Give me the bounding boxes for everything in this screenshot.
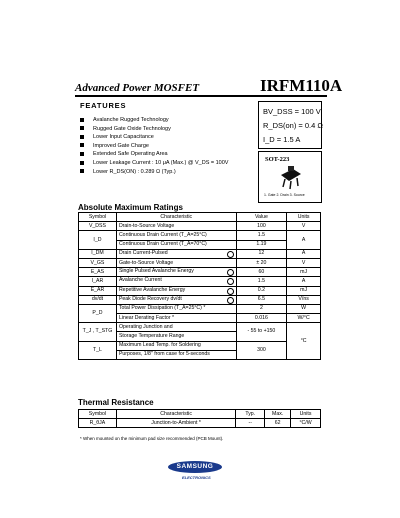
samsung-logo: SAMSUNG xyxy=(168,461,222,473)
feature-item: Lower Leakage Current : 10 μA (Max.) @ V_DS = 100V xyxy=(80,159,228,168)
part-number-title: IRFM110A xyxy=(260,76,343,95)
table-row: I_DM Drain Current-Pulsed 12 A xyxy=(79,249,321,258)
table-header-row xyxy=(79,213,321,222)
spec-rds: R_DS(on) = 0.4 Ω xyxy=(263,121,324,130)
note-2-icon xyxy=(227,269,234,276)
col-header: Max. xyxy=(265,410,291,419)
table-row: V_GS Gate-to-Source Voltage ± 20 V xyxy=(79,258,321,267)
table-row: Purposes, 1/8" from case for 5-seconds xyxy=(79,350,321,359)
col-header: Typ. xyxy=(236,410,265,419)
footnote: * When mounted on the minimum pad size recommended (PCB Mount). xyxy=(80,436,224,441)
col-header: Units xyxy=(287,213,321,222)
col-header: Symbol xyxy=(79,213,117,222)
bullet-icon xyxy=(80,169,84,173)
table-row: dv/dt Peak Diode Recovery dv/dt 6.5 V/ns xyxy=(79,295,321,304)
note-3-icon xyxy=(227,297,234,304)
table-row: Storage Temperature Range xyxy=(79,332,321,341)
header-subtitle: Advanced Power MOSFET xyxy=(75,82,200,94)
col-header: Units xyxy=(291,410,321,419)
table-row: T_J , T_STG Operating Junction and - 55 to +150 °C xyxy=(79,323,321,332)
thermal-title: Thermal Resistance xyxy=(78,398,154,407)
note-1-icon xyxy=(227,288,234,295)
feature-item: Rugged Gate Oxide Technology xyxy=(80,125,228,134)
package-image xyxy=(279,165,303,191)
feature-item: Extended Safe Operating Area xyxy=(80,150,228,159)
bullet-icon xyxy=(80,152,84,156)
bullet-icon xyxy=(80,143,84,147)
key-specs-box xyxy=(258,101,322,149)
abs-max-title: Absolute Maximum Ratings xyxy=(78,203,183,212)
package-pin-caption: 1. Gate 2. Drain 3. Source xyxy=(264,193,305,197)
features-title: FEATURES xyxy=(80,101,127,110)
table-row: I_D Continuous Drain Current (T_A=25°C) 1.5 A xyxy=(79,231,321,240)
table-row: I_AR Avalanche Current 1.5 A xyxy=(79,277,321,286)
table-row: V_DSS Drain-to-Source Voltage 100 V xyxy=(79,222,321,231)
feature-item: Lower R_DS(ON) : 0.289 Ω (Typ.) xyxy=(80,168,228,177)
spec-id: I_D = 1.5 A xyxy=(263,135,301,144)
table-row: P_D Total Power Dissipation (T_A=25°C) * 2 W xyxy=(79,304,321,313)
col-header: Characteristic xyxy=(116,410,235,419)
note-1-icon xyxy=(227,251,234,258)
feature-item: Avalanche Rugged Technology xyxy=(80,116,228,125)
col-header: Value xyxy=(236,213,287,222)
note-1-icon xyxy=(227,278,234,285)
table-row: Linear Derating Factor * 0.016 W/°C xyxy=(79,314,321,323)
table-row: Continuous Drain Current (T_A=70°C) 1.19 xyxy=(79,240,321,249)
table-header-row xyxy=(79,410,321,419)
abs-max-table xyxy=(78,212,321,360)
feature-item: Lower Input Capacitance xyxy=(80,133,228,142)
package-box xyxy=(258,151,322,203)
header-divider xyxy=(75,95,327,97)
spec-bvdss: BV_DSS = 100 V xyxy=(263,107,321,116)
logo-subtitle: ELECTRONICS xyxy=(182,475,211,480)
col-header: Symbol xyxy=(79,410,117,419)
col-header: Characteristic xyxy=(116,213,236,222)
table-row: R_θJA Junction-to-Ambient * -- 62 °C/W xyxy=(79,419,321,428)
table-row: E_AR Repetitive Avalanche Energy 0.2 mJ xyxy=(79,286,321,295)
package-title: SOT-223 xyxy=(265,156,290,163)
bullet-icon xyxy=(80,161,84,165)
bullet-icon xyxy=(80,126,84,130)
table-row: T_L Maximum Lead Temp. for Soldering 300 xyxy=(79,341,321,350)
bullet-icon xyxy=(80,135,84,139)
table-row: E_AS Single Pulsed Avalanche Energy 60 mJ xyxy=(79,268,321,277)
thermal-table xyxy=(78,409,321,428)
features-list xyxy=(80,116,228,176)
feature-item: Improved Gate Charge xyxy=(80,142,228,151)
bullet-icon xyxy=(80,118,84,122)
